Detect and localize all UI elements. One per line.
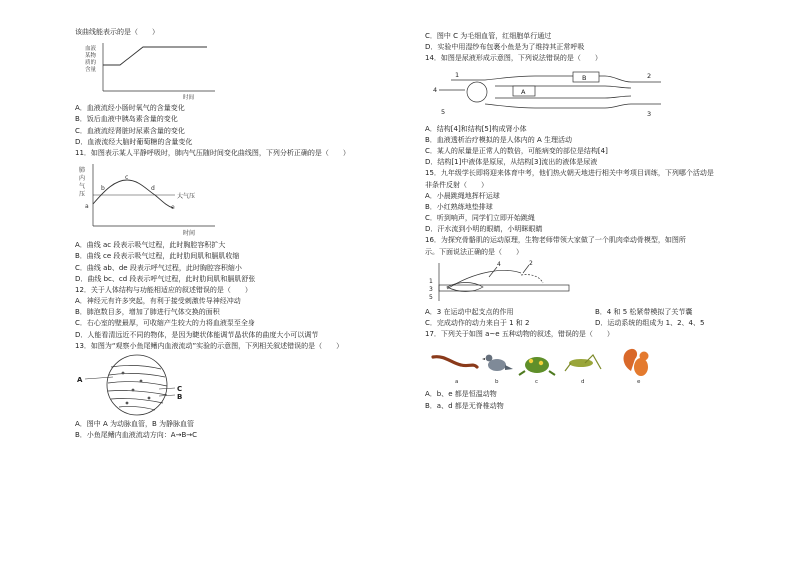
q10-option-b: B．饭后血液中胰岛素含量的变化 xyxy=(75,115,178,124)
q16-label-3: 3 xyxy=(429,285,433,293)
q15-option-b: B．小红熟练地垫排球 xyxy=(425,202,493,211)
q11-ylabel-2: 气 xyxy=(79,183,86,191)
q17-stem: 17．下列关于如图 a~e 五种动物的叙述，错误的是（ ） xyxy=(425,330,614,339)
q13-label-c: C xyxy=(177,385,183,393)
q16-options-row-1 xyxy=(425,308,765,317)
q11-ylabel-1: 内 xyxy=(79,175,86,183)
q16-arc-arrow xyxy=(521,274,543,282)
q13-rbc xyxy=(140,380,143,383)
q15-stem: 15．九年级学长即将迎来体育中考，他们热火朝天地进行相关中考项目训练，下列哪个活动是 xyxy=(425,169,714,178)
q15-option-a: A．小晨跳绳地挥杆运球 xyxy=(425,191,500,200)
q13-label-b: B xyxy=(177,393,183,401)
q14-label-2: 2 xyxy=(647,71,652,80)
q14-option-d: D．结构[1]中液体是原尿，从结构[3]流出的液体是尿液 xyxy=(425,158,598,167)
q16-board xyxy=(439,285,569,291)
q17-label-b: b xyxy=(495,379,499,386)
q13-outer-circle xyxy=(107,355,167,415)
q16-option-d: D．运动系统的组成为 1、2、4、5 xyxy=(595,319,705,327)
q14-label-4: 4 xyxy=(433,85,438,94)
q13-pointer-b xyxy=(159,395,175,396)
q15-stem-cont: 非条件反射（ ） xyxy=(425,180,488,189)
q11-point-a: a xyxy=(85,203,89,211)
q16-label-4: 4 xyxy=(497,260,501,268)
q10-ylabel-2: 质的 xyxy=(85,60,97,67)
q10-ylabel-3: 含量 xyxy=(85,67,97,74)
q11-option-b: B．曲线 ce 段表示吸气过程，此时肋间肌和膈肌收缩 xyxy=(75,252,240,261)
q13-vessel-2 xyxy=(109,373,165,377)
q10-xlabel: 时间 xyxy=(183,95,195,102)
q13-option-c: C．图中 C 为毛细血管，红细胞单行通过 xyxy=(425,32,552,40)
q13-vessel-1 xyxy=(111,365,161,369)
q16-option-b: B．4 和 5 松紧带模拟了关节囊 xyxy=(595,307,693,316)
q16-options-row-2 xyxy=(425,319,765,328)
q13-pointer-a xyxy=(85,377,113,379)
q14-option-b: B．血液透析治疗模拟的是人体内的 A 生理活动 xyxy=(425,135,573,144)
q15-option-c: C．听到响声，同学们立即开始跳绳 xyxy=(425,214,535,223)
q16-option-c: C．完成动作的动力来自于 1 和 2 xyxy=(425,319,530,327)
q11-stem: 11．如图表示某人平静呼吸时，肺内气压随时间变化曲线图，下列分析正确的是（ ） xyxy=(75,148,350,157)
q14-glomerulus xyxy=(467,82,487,102)
q13-vessel-4 xyxy=(108,391,167,396)
q17-option-b: B．a、d 都是无脊椎动物 xyxy=(425,401,504,410)
q11-curve xyxy=(93,180,173,208)
q12-stem: 12．关于人体结构与功能相适应的叙述错误的是（ ） xyxy=(75,285,252,294)
q13-option-a: A．图中 A 为动脉血管，B 为静脉血管 xyxy=(75,420,195,428)
q13-option-b: B．小鱼尾鳍内血液流动方向：A→B→C xyxy=(75,431,198,440)
q11-xlabel: 时间 xyxy=(183,230,196,238)
q17-label-e: e xyxy=(637,379,641,386)
q16-option-a: A．3 在运动中起支点的作用 xyxy=(425,307,514,316)
q13-vessel-5 xyxy=(111,399,163,404)
q17-animals-figure xyxy=(425,341,665,387)
q16-muscle-model-figure xyxy=(425,259,585,305)
q12-option-a: A．神经元有许多突起，有利于接受刺激传导神经冲动 xyxy=(75,297,241,306)
q10-option-d: D．血液流经大脑时葡萄糖的含量变化 xyxy=(75,137,193,146)
q14-nephron-figure xyxy=(425,66,665,122)
q11-point-c: c xyxy=(125,174,129,182)
q13-label-a: A xyxy=(77,376,83,384)
q14-option-a: A．结构[4]和结构[5]构成肾小体 xyxy=(425,124,527,133)
q14-stem: 14．如图是尿液形成示意图，下列说法错误的是（ ） xyxy=(425,54,602,63)
q14-label-5: 5 xyxy=(441,107,446,116)
q14-label-3: 3 xyxy=(647,109,652,118)
q11-ylabel-0: 肺 xyxy=(79,167,86,175)
q11-ylabel-3: 压 xyxy=(79,191,86,199)
q16-muscle-band xyxy=(447,270,521,289)
q13-rbc xyxy=(122,372,125,375)
q16-label-5: 5 xyxy=(429,293,433,301)
q10-chart xyxy=(75,39,225,101)
q12-option-b: B．肺泡数目多，增加了肺进行气体交换的面积 xyxy=(75,308,220,317)
q10-option-a: A．血液流经小肠时氧气的含量变化 xyxy=(75,104,185,113)
pigeon-icon xyxy=(482,355,513,371)
q13-vessel-6 xyxy=(119,406,155,410)
q11-option-c: C．曲线 ab、de 段表示呼气过程，此时胸腔容积缩小 xyxy=(75,263,242,272)
q17-label-a: a xyxy=(455,379,459,386)
earthworm-icon xyxy=(433,357,477,367)
q11-point-b: b xyxy=(101,185,105,193)
q11-point-e: e xyxy=(171,204,175,212)
q11-point-d: d xyxy=(151,185,155,193)
q10-ylabel-1: 某物 xyxy=(85,53,97,60)
q11-atm-label: 大气压 xyxy=(177,193,196,201)
q10-ylabel-0: 血液 xyxy=(85,46,97,53)
right-column xyxy=(425,32,765,413)
q13-option-d: D．实验中用湿纱布包裹小鱼是为了维持其正常呼吸 xyxy=(425,43,585,52)
q10-stem: 该曲线能表示的是（ ） xyxy=(75,28,159,36)
q13-stem: 13．如图为“观察小鱼尾鳍内血液流动”实验的示意图，下列相关叙述错误的是（ ） xyxy=(75,341,344,350)
q17-option-a: A．b、e 都是恒温动物 xyxy=(425,390,497,399)
q16-label-1: 1 xyxy=(429,277,433,285)
q13-vessel-3 xyxy=(108,382,167,386)
q17-label-d: d xyxy=(581,379,585,386)
q14-tube-lower xyxy=(485,104,661,108)
q10-curve xyxy=(103,47,207,65)
q14-label-a: A xyxy=(521,87,526,96)
q13-rbc xyxy=(126,402,129,405)
q17-label-c: c xyxy=(535,379,539,386)
q16-label-2: 2 xyxy=(529,259,533,267)
grasshopper-icon xyxy=(565,355,601,371)
q12-option-c: C．右心室的壁最厚，可收缩产生较大的力将血液泵至全身 xyxy=(75,319,255,328)
q12-option-d: D．人能看清远近不同的物体，是因为睫状体能调节晶状体的曲度大小可以调节 xyxy=(75,330,319,339)
q11-chart xyxy=(75,160,235,238)
q16-stem: 16．为探究骨骼肌的运动原理，生物老师带领大家做了一个肌肉牵动骨模型，如图所 xyxy=(425,236,686,245)
q14-option-c: C．某人的尿量是正常人的数倍，可能病变的部位是结构[4] xyxy=(425,146,608,155)
left-column xyxy=(75,28,415,442)
q14-label-1: 1 xyxy=(455,70,460,79)
q14-label-b: B xyxy=(582,73,587,82)
squirrel-icon xyxy=(624,349,649,376)
q11-option-d: D．曲线 bc、cd 段表示呼气过程，此时肋间肌和膈肌舒张 xyxy=(75,274,256,283)
q15-option-d: D．汗水流到小明的眼睛，小明眯眼睛 xyxy=(425,225,543,234)
q16-stem-cont: 示。下面说法正确的是（ ） xyxy=(425,247,523,256)
q16-bone xyxy=(447,282,483,291)
frog-icon xyxy=(519,357,555,375)
q13-fish-tail-figure xyxy=(75,353,195,417)
q13-rbc xyxy=(132,389,135,392)
q10-option-c: C．血液流经肾脏时尿素含量的变化 xyxy=(75,126,185,135)
q13-rbc xyxy=(148,397,151,400)
q11-option-a: A．曲线 ac 段表示吸气过程，此时胸腔容积扩大 xyxy=(75,241,226,250)
